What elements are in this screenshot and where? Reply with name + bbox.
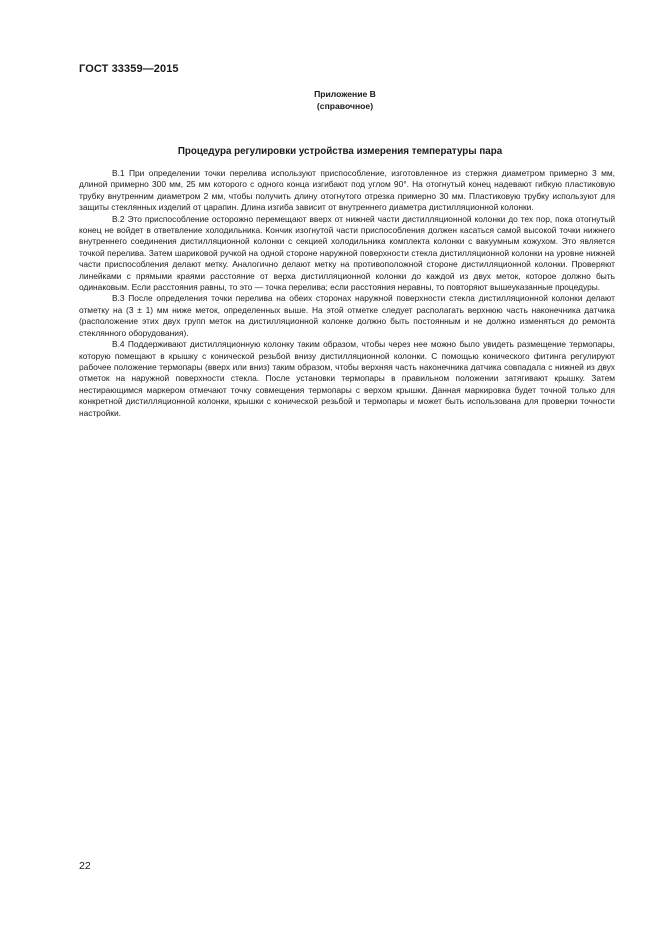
- paragraph-b1: В.1 При определении точки перелива используют приспособление, изготовленное из стержня диаметром примерно 3 мм, длиной примерно 300 мм, 25 мм которого с одного конца изгибают под углом 90°. На отогнутый конец надевают гибкую пластиковую трубку внутренним диаметром 2 мм, чтобы получить длину отогнутого отрезка примерно 30 мм. Пластиковую трубку используют для защиты стеклянных изделий от царапин. Длина изгиба зависит от внутреннего диаметра дистилляционной колонки.: [79, 168, 615, 213]
- paragraph-b4: В.4 Поддерживают дистилляционную колонку таким образом, чтобы через нее можно было увидеть размещение термопары, которую помещают в крышку с конической резьбой внизу дистилляционной колонки. С помощью конического фитинга регулируют рабочее положение термопары (вверх или вниз) таким образом, чтобы верхняя часть наконечника датчика совпадала с нижней из двух отметок на наружной поверхности стекла. После установки термопары в правильном положении затягивают крышку. Затем нестирающимся маркером отмечают точку совмещения термопары с верхом крышки. Данная маркировка будет точной только для конкретной дистилляционной колонки, крышки с конической резьбой и термопары и может быть использована для проверки точности настройки.: [79, 339, 615, 418]
- page-number: 22: [79, 860, 91, 872]
- appendix-subtitle: (справочное): [316, 101, 374, 111]
- appendix-title: Приложение В: [314, 89, 376, 99]
- appendix-heading: [0, 88, 661, 112]
- paragraph-b3: В.3 После определения точки перелива на обеих сторонах наружной поверхности стекла дистилляционной колонки делают отметку на (3 ± 1) мм ниже меток, определенных выше. На этой отметке следует располагать верхнюю часть наконечника датчика (расположение этих двух групп меток на дистилляционной колонке должно быть постоянным и не должно изменяться до ремонта стеклянного оборудования).: [79, 293, 615, 338]
- paragraph-b2: В.2 Это приспособление осторожно перемещают вверх от нижней части дистилляционной колонки до тех пор, пока отогнутый конец не войдет в ответвление холодильника. Кончик изогнутой части приспособления должен касаться самой высокой точки нижнего внутреннего соединения дистилляционной колонки с секцией холодильника комплекта колонки с вакуумным кожухом. Это является точкой перелива. Затем шариковой ручкой на одной стороне наружной поверхности стекла дистилляционной колонки на уровне нижней части приспособления делают метку. Аналогично делают метку на противоположной стороне дистилляционной колонки. Проверяют линейками с прямыми краями расстояние от верха дистилляционной колонки до каждой из двух меток, которое должно быть одинаковым. Если расстояния равны, то это — точка перелива; если расстояния неравны, то повторяют вышеуказанные процедуры.: [79, 213, 615, 293]
- document-id: ГОСТ 33359—2015: [79, 63, 179, 75]
- section-title: Процедура регулировки устройства измерения температуры пара: [177, 146, 503, 157]
- body-text: [79, 168, 615, 419]
